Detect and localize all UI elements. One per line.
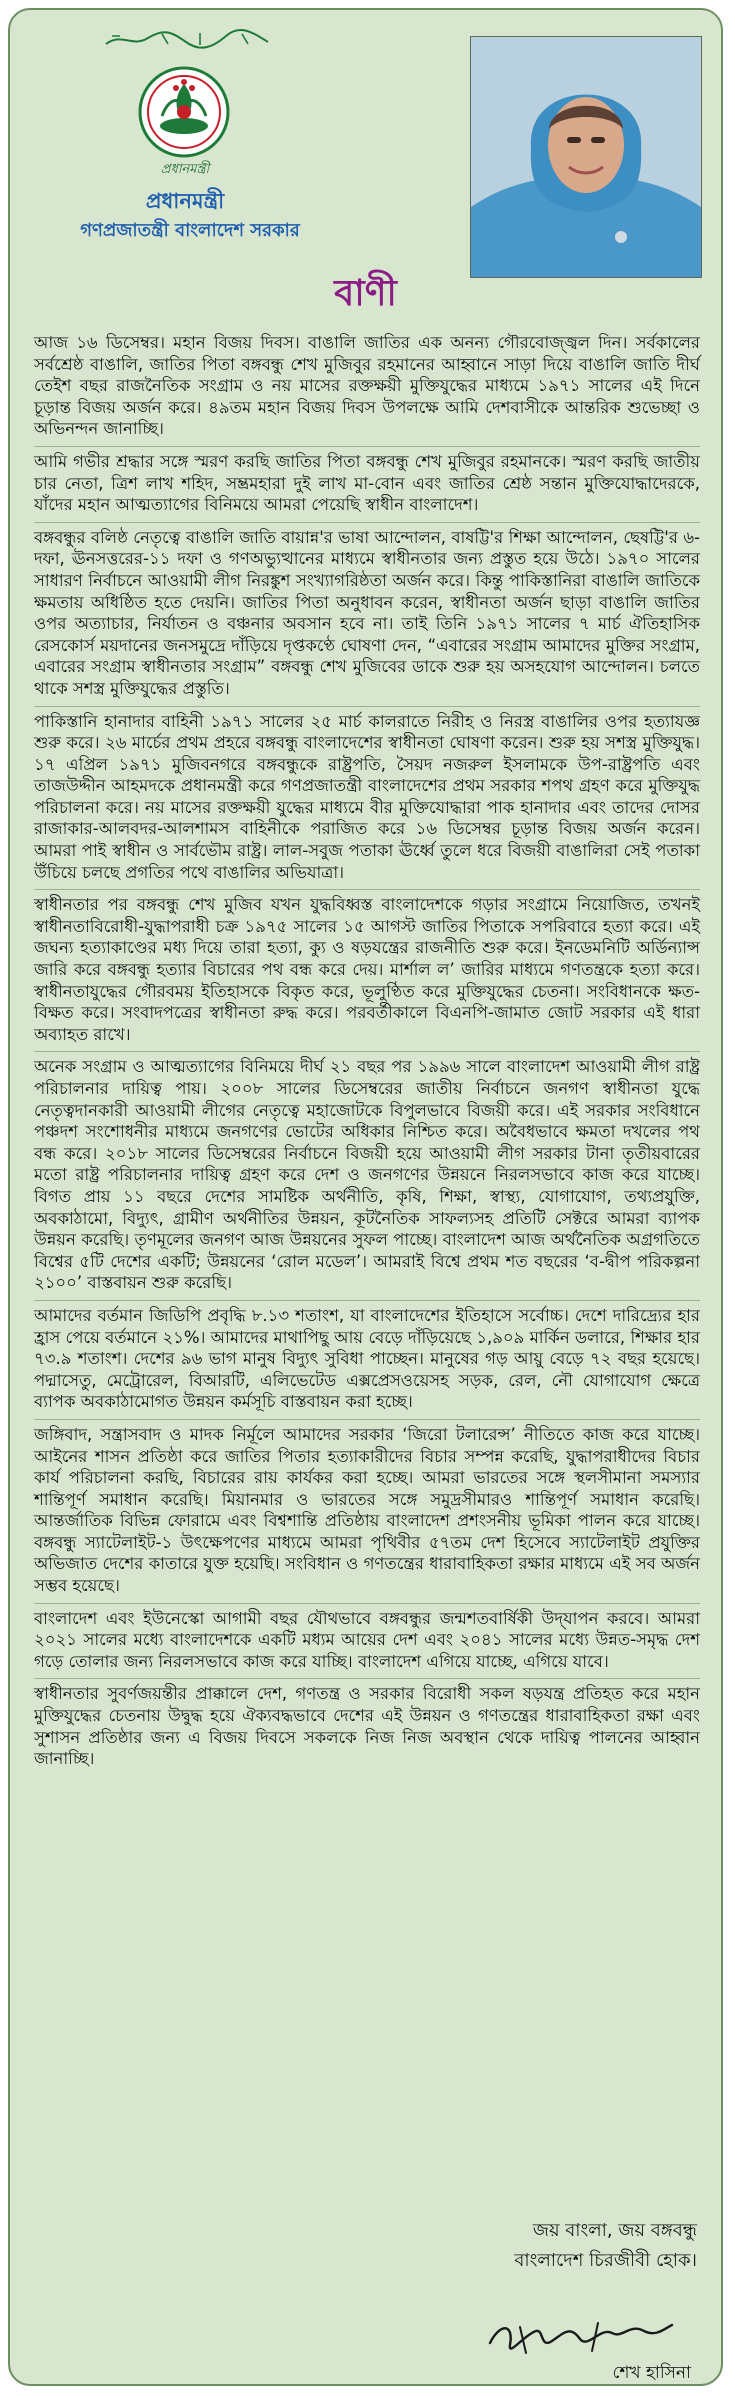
emblem-icon (138, 66, 230, 158)
header (10, 10, 721, 270)
paragraph: অনেক সংগ্রাম ও আত্মত্যাগের বিনিময়ে দীর্ঘ ২১ বছর পর ১৯৯৬ সালে বাংলাদেশ আওয়ামী লীগ রাষ্ট্র পরিচালনার দায়িত্ব পায়। ২০০৮ সালের ডিসেম্বরের জাতীয় নির্বাচনে জনগণ স্বাধীনতা যুদ্ধে নেতৃত্বদানকারী আওয়ামী লীগের নেতৃত্বে মহাজোটকে বিপুলভাবে বিজয়ী করে। এই সরকার সংবিধানে পঞ্চদশ সংশোধনীর মাধ্যমে জনগণের ভোটের অধিকার নিশ্চিত করে। অবৈধভাবে ক্ষমতা দখলের পথ বন্ধ করে। ২০১৮ সালের ডিসেম্বরের নির্বাচনে বিজয়ী হয়ে আওয়ামী লীগ সরকার টানা তৃতীয়বারের মতো রাষ্ট্র পরিচালনার দায়িত্ব গ্রহণ করে দেশ ও জনগণের উন্নয়নে নিরলসভাবে কাজ করে যাচ্ছে। বিগত প্রায় ১১ বছরে দেশের সামষ্টিক অর্থনীতি, কৃষি, শিক্ষা, স্বাস্থ্য, যোগাযোগ, তথ্যপ্রযুক্তি, অবকাঠামো, বিদ্যুৎ, গ্রামীণ অর্থনীতির উন্নয়ন, কূটনৈতিক সাফল্যসহ প্রতিটি সেক্টরে আমরা ব্যাপক উন্নয়ন করেছি। তৃণমূলের জনগণ আজ উন্নয়নের সুফল পাচ্ছে। বাংলাদেশ আজ অর্থনৈতিক অগ্রগতিতে বিশ্বের ৫টি দেশের একটি; উন্নয়নের ‘রোল মডেল’। আমরাই বিশ্বে প্রথম শত বছরের ‘ব-দ্বীপ পরিকল্পনা ২১০০’ বাস্তবায়ন শুরু করেছি। (34, 1052, 700, 1301)
paragraph: বঙ্গবন্ধুর বলিষ্ঠ নেতৃত্বে বাঙালি জাতি বায়ান্ন'র ভাষা আন্দোলন, বাষট্টি'র শিক্ষা আন্দোলন, ছেষট্টি'র ৬-দফা, ঊনসত্তরের-১১ দফা ও গণঅভ্যুত্থানের মাধ্যমে স্বাধীনতার জন্য প্রস্তুত হয়ে উঠে। ১৯৭০ সালের সাধারণ নির্বাচনে আওয়ামী লীগ নিরঙ্কুশ সংখ্যাগরিষ্ঠতা অর্জন করে। কিন্তু পাকিস্তানিরা বাঙালি জাতিকে ক্ষমতায় অধিষ্ঠিত হতে দেয়নি। জাতির পিতা অনুধাবন করেন, স্বাধীনতা অর্জন ছাড়া বাঙালি জাতির ওপর অত্যাচার, নির্যাতন ও বঞ্চনার অবসান হবে না। তাই তিনি ১৯৭১ সালের ৭ মার্চ ঐতিহাসিক রেসকোর্স ময়দানের জনসমুদ্রে দাঁড়িয়ে দৃপ্তকণ্ঠে ঘোষণা দেন, “এবারের সংগ্রাম আমাদের মুক্তির সংগ্রাম, এবারের সংগ্রাম স্বাধীনতার সংগ্রাম” বঙ্গবন্ধু শেখ মুজিবের ডাকে শুরু হয় অসহযোগ আন্দোলন। চলতে থাকে সশস্ত্র মুক্তিযুদ্ধের প্রস্তুতি। (34, 523, 700, 707)
bismillah-calligraphy-mark (102, 28, 272, 50)
signer-name: শেখ হাসিনা (612, 2363, 691, 2383)
paragraph: বাংলাদেশ এবং ইউনেস্কো আগামী বছর যৌথভাবে বঙ্গবন্ধুর জন্মশতবার্ষিকী উদ্‌যাপন করবে। আমরা ২০২১ সালের মধ্যে বাংলাদেশকে একটি মধ্যম আয়ের দেশ এবং ২০৪১ সালের মধ্যে উন্নত-সমৃদ্ধ দেশ গড়ে তোলার জন্য নিরলসভাবে কাজ করে যাচ্ছি। বাংলাদেশ এগিয়ে যাচ্ছে, এগিয়ে যাবে। (34, 1604, 700, 1680)
closing-slogan (514, 2216, 697, 2276)
emblem-caption: প্রধানমন্ত্রী (160, 162, 210, 177)
portrait-image (471, 37, 701, 277)
paragraph: আমি গভীর শ্রদ্ধার সঙ্গে স্মরণ করছি জাতির পিতা বঙ্গবন্ধু শেখ মুজিবুর রহমানকে। স্মরণ করছি জাতীয় চার নেতা, ত্রিশ লাখ শহিদ, সম্ভ্রমহারা দুই লাখ মা-বোন এবং জাতির শ্রেষ্ঠ সন্তান মুক্তিযোদ্ধাদেরকে, যাঁদের মহান আত্মত্যাগের বিনিময়ে আমরা পেয়েছি স্বাধীন বাংলাদেশ। (34, 447, 700, 523)
signature-mark (480, 2305, 680, 2365)
government-name: গণপ্রজাতন্ত্রী বাংলাদেশ সরকার (80, 220, 300, 241)
paragraph: আজ ১৬ ডিসেম্বর। মহান বিজয় দিবস। বাঙালি জাতির এক অনন্য গৌরবোজ্জ্বল দিন। সর্বকালের সর্বশ্রেষ্ঠ বাঙালি, জাতির পিতা বঙ্গবন্ধু শেখ মুজিবুর রহমানের আহ্বানে সাড়া দিয়ে বাঙালি জাতি দীর্ঘ তেইশ বছর রাজনৈতিক সংগ্রাম ও নয় মাসের রক্তক্ষয়ী মুক্তিযুদ্ধের মাধ্যমে ১৯৭১ সালের এই দিনে চূড়ান্ত বিজয় অর্জন করে। ৪৯তম মহান বিজয় দিবস উপলক্ষে আমি দেশবাসীকে আন্তরিক শুভেচ্ছা ও অভিনন্দন জানাচ্ছি। (34, 328, 700, 447)
paragraph: আমাদের বর্তমান জিডিপি প্রবৃদ্ধি ৮.১৩ শতাংশ, যা বাংলাদেশের ইতিহাসে সর্বোচ্চ। দেশে দারিদ্র্যের হার হ্রাস পেয়ে বর্তমানে ২১%। আমাদের মাথাপিছু আয় বেড়ে দাঁড়িয়েছে ১,৯০৯ মার্কিন ডলারে, শিক্ষার হার ৭৩.৯ শতাংশ। দেশের ৯৬ ভাগ মানুষ বিদ্যুৎ সুবিধা পাচ্ছেন। মানুষের গড় আয়ু বেড়ে ৭২ বছর হয়েছে। পদ্মাসেতু, মেট্রোরেল, বিআরটি, এলিভেটেড এক্সপ্রেসওয়েসহ সড়ক, রেল, নৌ যোগাযোগ ক্ষেত্রে ব্যাপক অবকাঠামোগত উন্নয়ন কর্মসূচি বাস্তবায়ন করা হচ্ছে। (34, 1301, 700, 1420)
message-heading: বাণী (334, 273, 397, 314)
message-page (8, 8, 723, 2386)
paragraph: স্বাধীনতার পর বঙ্গবন্ধু শেখ মুজিব যখন যুদ্ধবিধ্বস্ত বাংলাদেশকে গড়ার সংগ্রামে নিয়োজিত, তখনই স্বাধীনতাবিরোধী-যুদ্ধাপরাধী চক্র ১৯৭৫ সালের ১৫ আগস্ট জাতির পিতাকে সপরিবারে হত্যা করে। এই জঘন্য হত্যাকাণ্ডের মধ্য দিয়ে তারা হত্যা, ক্যু ও ষড়যন্ত্রের রাজনীতি শুরু করে। ইনডেমনিটি অর্ডিন্যান্স জারি করে বঙ্গবন্ধু হত্যার বিচারের পথ বন্ধ করে দেয়। মার্শাল ল’ জারির মাধ্যমে গণতন্ত্রকে হত্যা করে। স্বাধীনতাযুদ্ধের গৌরবময় ইতিহাসকে বিকৃত করে, ভূলুণ্ঠিত করে মুক্তিযুদ্ধের চেতনা। সংবিধানকে ক্ষত-বিক্ষত করে। সংবাদপত্রের স্বাধীনতা রুদ্ধ করে। পরবর্তীকালে বিএনপি-জামাত জোট সরকার এই ধারা অব্যাহত রাখে। (34, 890, 700, 1052)
message-body (34, 328, 700, 1776)
bismillah-calligraphy (102, 28, 272, 50)
paragraph: জঙ্গিবাদ, সন্ত্রাসবাদ ও মাদক নির্মূলে আমাদের সরকার ‘জিরো টলারেন্স’ নীতিতে কাজ করে যাচ্ছে। আইনের শাসন প্রতিষ্ঠা করে জাতির পিতার হত্যাকারীদের বিচার সম্পন্ন করেছি, যুদ্ধাপরাধীদের বিচার কার্য পরিচালনা করছি, বিচারের রায় কার্যকর করা হচ্ছে। আমরা ভারতের সঙ্গে স্থলসীমানা সমস্যার শান্তিপূর্ণ সমাধান করেছি। মিয়ানমার ও ভারতের সঙ্গে সমুদ্রসীমারও শান্তিপূর্ণ সমাধান করেছি। আন্তর্জাতিক বিভিন্ন ফোরামে এবং বিশ্বশান্তি প্রতিষ্ঠায় বাংলাদেশ প্রশংসনীয় ভূমিকা পালন করে যাচ্ছে। বঙ্গবন্ধু স্যাটেলাইট-১ উৎক্ষেপণের মাধ্যমে আমরা পৃথিবীর ৫৭তম দেশ হিসেবে স্যাটেলাইট প্রযুক্তির অভিজাত দেশের কাতারে যুক্ত হয়েছি। সংবিধান ও গণতন্ত্রের ধারাবাহিকতা রক্ষার মাধ্যমে এই সব অর্জন সম্ভব হয়েছে। (34, 1420, 700, 1604)
paragraph: স্বাধীনতার সুবর্ণজয়ন্তীর প্রাক্কালে দেশ, গণতন্ত্র ও সরকার বিরোধী সকল ষড়যন্ত্র প্রতিহত করে মহান মুক্তিযুদ্ধের চেতনায় উদ্বুদ্ধ হয়ে ঐক্যবদ্ধভাবে দেশের এই উন্নয়ন ও গণতন্ত্রের ধারাবাহিকতা রক্ষা এবং সুশাসন প্রতিষ্ঠার জন্য এ বিজয় দিবসে সকলকে নিজ নিজ অবস্থান থেকে দায়িত্ব পালনের আহ্বান জানাচ্ছি। (34, 1684, 700, 1769)
closing-line: বাংলাদেশ চিরজীবী হোক। (514, 2250, 697, 2271)
portrait-photo (470, 36, 702, 278)
signature-icon (480, 2305, 680, 2365)
closing-line: জয় বাংলা, জয় বঙ্গবন্ধু (532, 2220, 697, 2241)
government-emblem (138, 66, 230, 158)
page-title: প্রধানমন্ত্রী (145, 189, 225, 213)
paragraph: পাকিস্তানি হানাদার বাহিনী ১৯৭১ সালের ২৫ মার্চ কালরাতে নিরীহ ও নিরস্ত্র বাঙালির ওপর হত্যাযজ্ঞ শুরু করে। ২৬ মার্চের প্রথম প্রহরে বঙ্গবন্ধু বাংলাদেশের স্বাধীনতা ঘোষণা করেন। শুরু হয় সশস্ত্র মুক্তিযুদ্ধ। ১৭ এপ্রিল ১৯৭১ মুজিবনগরে বঙ্গবন্ধুকে রাষ্ট্রপতি, সৈয়দ নজরুল ইসলামকে উপ-রাষ্ট্রপতি এবং তাজউদ্দীন আহমদকে প্রধানমন্ত্রী করে গণপ্রজাতন্ত্রী বাংলাদেশের প্রথম সরকার শপথ গ্রহণ করে মুক্তিযুদ্ধ পরিচালনা করে। নয় মাসের রক্তক্ষয়ী যুদ্ধের মাধ্যমে বীর মুক্তিযোদ্ধারা পাক হানাদার এবং তাদের দোসর রাজাকার-আলবদর-আলশামস বাহিনীকে পরাজিত করে ১৬ ডিসেম্বর চূড়ান্ত বিজয় অর্জন করেন। আমরা পাই স্বাধীন ও সার্বভৌম রাষ্ট্র। লাল-সবুজ পতাকা ঊর্ধ্বে তুলে ধরে বিজয়ী বাঙালিরা সেই পতাকা উঁচিয়ে চলছে প্রগতির পথে বাঙালির অভিযাত্রা। (34, 707, 700, 891)
